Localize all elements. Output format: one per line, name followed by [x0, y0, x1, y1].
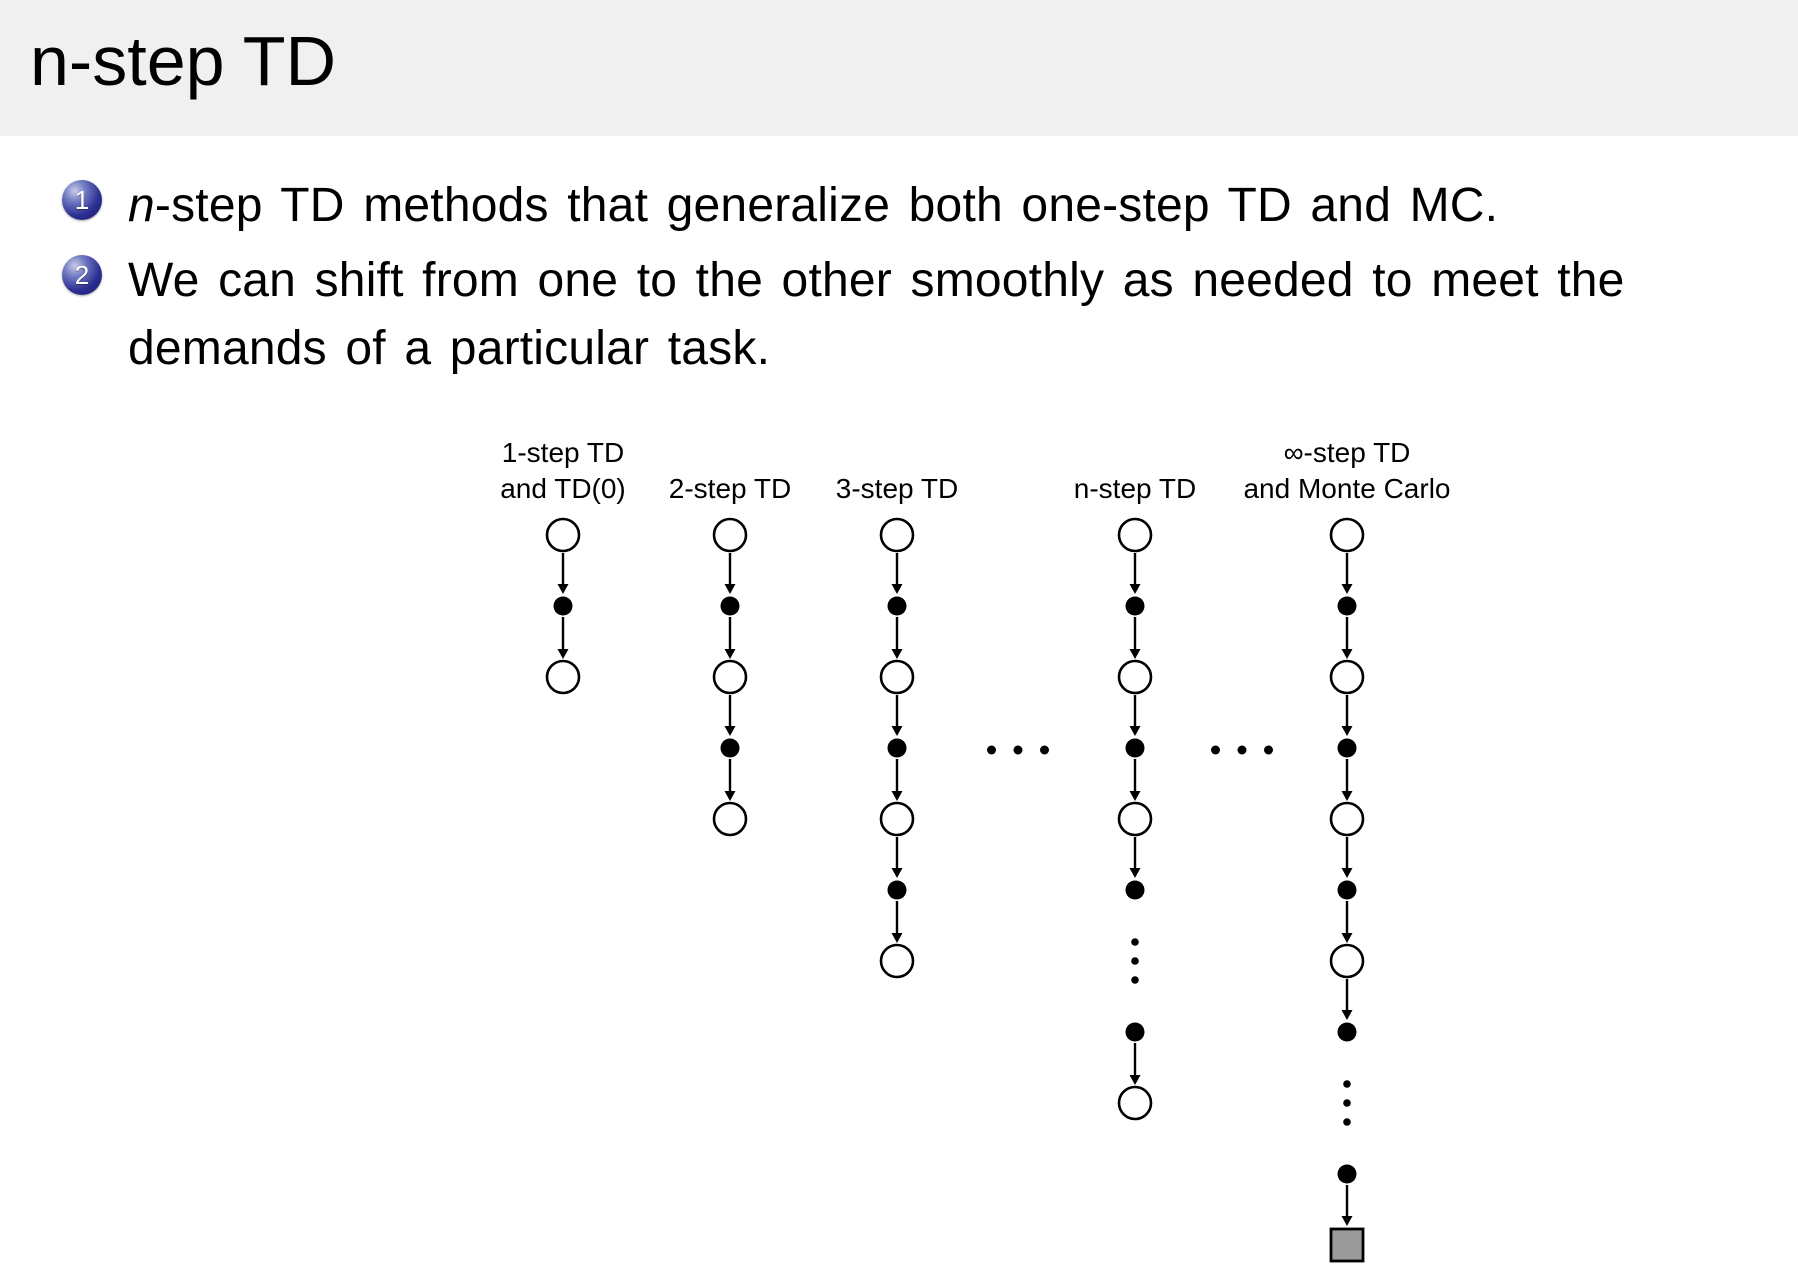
- arrow-head: [1342, 1010, 1353, 1020]
- state-node: [714, 519, 746, 551]
- ellipsis-dot: [1211, 746, 1220, 755]
- vdots-dot: [1131, 938, 1139, 946]
- arrow-head: [1342, 933, 1353, 943]
- column-label: and TD(0): [500, 473, 626, 504]
- action-node: [1126, 881, 1145, 900]
- arrow-head: [1342, 1216, 1353, 1226]
- action-node: [1126, 739, 1145, 758]
- state-node: [1119, 661, 1151, 693]
- italic-n: n: [128, 179, 155, 232]
- arrow-head: [1342, 584, 1353, 594]
- action-node: [721, 597, 740, 616]
- ellipsis-dot: [1264, 746, 1273, 755]
- diagram-column-3-step-td: [836, 473, 958, 977]
- state-node: [1119, 519, 1151, 551]
- action-node: [888, 881, 907, 900]
- state-node: [881, 519, 913, 551]
- arrow-head: [892, 791, 903, 801]
- column-label: 3-step TD: [835, 473, 959, 504]
- column-label: 1-step TD: [501, 437, 625, 468]
- arrow-head: [1130, 649, 1141, 659]
- arrow-head: [1342, 726, 1353, 736]
- arrow-head: [725, 649, 736, 659]
- vdots-dot: [1131, 976, 1139, 984]
- arrow-head: [558, 649, 569, 659]
- vdots-dot: [1343, 1099, 1351, 1107]
- state-node: [1119, 1087, 1151, 1119]
- state-node: [547, 661, 579, 693]
- arrow-head: [725, 791, 736, 801]
- ellipsis-dot: [987, 746, 996, 755]
- terminal-node: [1331, 1229, 1363, 1261]
- column-label: ∞-step TD: [1283, 437, 1411, 468]
- vdots-dot: [1343, 1080, 1351, 1088]
- slide-title: n-step TD: [30, 22, 337, 100]
- action-node: [1338, 881, 1357, 900]
- arrow-head: [892, 649, 903, 659]
- ellipsis-dot: [1014, 746, 1023, 755]
- state-node: [881, 803, 913, 835]
- arrow-head: [1342, 791, 1353, 801]
- horizontal-ellipsis: [1211, 746, 1273, 755]
- arrow-head: [1130, 791, 1141, 801]
- action-node: [1338, 739, 1357, 758]
- column-label: and Monte Carlo: [1243, 473, 1451, 504]
- diagram-column-n-step-td: [1074, 473, 1196, 1119]
- enumerate-number: 1: [74, 185, 90, 215]
- vdots-dot: [1131, 957, 1139, 965]
- state-node: [1119, 803, 1151, 835]
- action-node: [721, 739, 740, 758]
- arrow-head: [1130, 726, 1141, 736]
- action-node: [888, 739, 907, 758]
- action-node: [1126, 1023, 1145, 1042]
- arrow-head: [558, 584, 569, 594]
- column-label: 2-step TD: [668, 473, 792, 504]
- bullet-line: demands of a particular task.: [128, 322, 771, 375]
- action-node: [1338, 597, 1357, 616]
- arrow-head: [892, 726, 903, 736]
- state-node: [547, 519, 579, 551]
- arrow-head: [892, 584, 903, 594]
- action-node: [1338, 1165, 1357, 1184]
- arrow-head: [1130, 868, 1141, 878]
- state-node: [1331, 661, 1363, 693]
- action-node: [554, 597, 573, 616]
- state-node: [714, 803, 746, 835]
- state-node: [881, 661, 913, 693]
- action-node: [1126, 597, 1145, 616]
- arrow-head: [1342, 649, 1353, 659]
- ellipsis-dot: [1238, 746, 1247, 755]
- bullet-line-text: -step TD methods that generalize both one-step TD and MC.: [154, 179, 1499, 232]
- state-node: [1331, 803, 1363, 835]
- enumerate-number: 2: [74, 260, 90, 290]
- diagram-column-2-step-td: [669, 473, 791, 835]
- arrow-head: [892, 868, 903, 878]
- state-node: [1331, 519, 1363, 551]
- arrow-head: [1130, 584, 1141, 594]
- column-label: n-step TD: [1073, 473, 1197, 504]
- action-node: [1338, 1023, 1357, 1042]
- state-node: [1331, 945, 1363, 977]
- ellipsis-dot: [1040, 746, 1049, 755]
- state-node: [714, 661, 746, 693]
- diagram-column-1-step-td: [500, 437, 626, 693]
- horizontal-ellipsis: [987, 746, 1049, 755]
- bullet-line: We can shift from one to the other smoothly as needed to meet the: [128, 254, 1625, 307]
- vdots-dot: [1343, 1118, 1351, 1126]
- state-node: [881, 945, 913, 977]
- action-node: [888, 597, 907, 616]
- arrow-head: [1130, 1075, 1141, 1085]
- arrow-head: [725, 584, 736, 594]
- arrow-head: [1342, 868, 1353, 878]
- arrow-head: [892, 933, 903, 943]
- arrow-head: [725, 726, 736, 736]
- diagram-column-infinity-step-td-monte-carlo: [1243, 437, 1450, 1261]
